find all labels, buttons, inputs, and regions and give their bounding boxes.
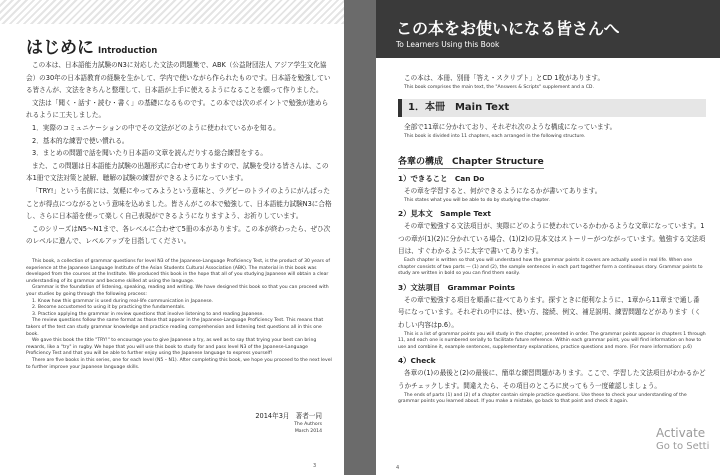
jp-paragraph: また、この問題は日本語能力試験の出題形式に合わせてありますので、試験を受ける皆さんは、この本1冊で文法対策と読解、聴解の試験の練習ができるようになっています。 [26, 161, 329, 183]
structure-item-check [398, 355, 706, 405]
sign-authors-en: The Authors [294, 422, 322, 427]
watermark-line2: Go to Setti [656, 441, 710, 452]
item-en: The ends of parts (1) and (2) of a chapter contain simple practice questions. Use these to check your understanding of the grammar points you learned about. If you make a mistake, go back to that point and check it again. [398, 392, 687, 405]
section-description [398, 121, 706, 140]
item-jp: その章を学習すると、何ができるようになるかが書いてあります。 [404, 187, 602, 195]
item-en: Each chapter is written so that you will understand how the grammar points it covers are actually used in real life. When one chapter consists of two parts — (1) and (2), the sample sentences in each part together form a continuous story. Grammar points to study are written in bold so you can find them easily. [398, 257, 703, 277]
watermark-line1: Activate [656, 426, 706, 440]
jp-list-item: 1．実際のコミュニケーションの中でその文法がどのように使われているかを知る。 [32, 123, 280, 132]
intro-jp: この本は、本冊、別冊「答え・スクリプト」とCD 1枚があります。 [404, 74, 605, 82]
sign-date: 2014年3月 [255, 412, 290, 420]
item-en: This states what you will be able to do by studying the chapter. [404, 197, 550, 203]
chapter-structure [398, 149, 706, 406]
intro-jp-text [26, 59, 332, 248]
author-signature [255, 411, 322, 435]
title-banner [376, 0, 720, 58]
item-title: 1）できること Can Do [398, 174, 485, 183]
en-list-item: 2. Become accustomed to using it by practicing the fundamentals. [32, 305, 186, 311]
jp-paragraph: 文法は「聞く・話す・読む・書く」の基礎になるものです。この本では次のポイントで勉強が進められるように工夫しました。 [26, 98, 329, 120]
heading-jp: はじめに [26, 38, 94, 58]
item-title: 4）Check [398, 356, 436, 366]
page-number: 3 [313, 463, 317, 469]
jp-list-item: 2．基本的な練習で使い慣れる。 [32, 136, 129, 145]
structure-item-sample-text [398, 208, 706, 278]
item-title: 2）見本文 Sample Text [398, 209, 491, 219]
en-paragraph: This book, a collection of grammar questions for level N3 of the Japanese-Language Proficiency Test, is the product of 30 years of experience at the Japanese Language Institute of the Asian Students Cultural Association (ABK). The material in this book was developed from the courses at the Institute. We produced this book in the hope that all of you studying Japanese will obtain a clear understanding of its grammar and become skilled at using the language. [26, 259, 330, 284]
sign-date-en: March 2014 [294, 428, 322, 434]
en-list-item: 3. Practice applying the grammar in review questions that involve listening to and reading Japanese. [32, 311, 264, 317]
en-paragraph: The review questions follow the same format as those that appear in the Japanese-Language Proficiency Test. This means that takers of the test can study grammar knowledge and practice reading comprehension and listening test questions all in this one book. [26, 318, 324, 337]
jp-paragraph: 「TRY!」という名前には、気軽にやってみようという意味と、ラグビーのトライのようにがんばったことが得点につながるという意味を込めました。皆さんがこの本で勉強して、日本語能力試験N3に合格し、さらに日本語を使って楽しく自己表現ができるようになりますよう、お祈りしています。 [26, 186, 332, 221]
structure-item-grammar-points [398, 282, 706, 352]
intro-en: This book comprises the main text, the "Answers & Scripts" supplement and a CD. [404, 84, 594, 90]
en-list-item: 1. Know how this grammar is used during real-life communication in Japanese. [32, 298, 213, 304]
item-jp: その章で勉強する項目を順番に並べてあります。探すときに便利なように、1章から11章まで通し番号になっています。それぞれの中には、使い方、接続、例文、補足説明、練習問題などがあります（くわしい内容はp.6）。 [398, 295, 701, 329]
page-number: 4 [396, 465, 400, 471]
item-title: 3）文法項目 Grammar Points [398, 282, 516, 292]
heading-en: Introduction [98, 46, 158, 56]
jp-list-item: 3．まとめの問題で話を聞いたり日本語の文章を読んだりする総合練習をする。 [32, 149, 267, 158]
sign-authors-jp: 著者一同 [295, 412, 322, 420]
activate-windows-watermark [656, 426, 709, 454]
section-en: This book is divided into 11 chapters, each arranged in the following structure. [404, 133, 586, 139]
intro-block [398, 72, 706, 91]
chapter-structure-heading: 各章の構成 Chapter Structure [398, 157, 544, 167]
item-jp: その章で勉強する文法項目が、実際にどのように使われているかわかるような文章になっています。1つの章が(1)(2)に分かれている場合、(1)(2)の見本文はストーリーがつながっています。勉強する文法項目は、すぐわかるように太字で書いてあります。 [398, 222, 706, 256]
en-paragraph: There are five books in this series, one for each level (N5 – N1). After completing this book, we hope you proceed to the next level to further improve your Japanese language skills. [26, 357, 332, 370]
section-heading-main-text: 1．本冊 Main Text [398, 99, 706, 117]
item-jp: 各章の(1)の最後と(2)の最後に、簡単な練習問題があります。ここで、学習した文法項目がわかるかどうかチェックします。間違えたら、その項目のところに戻ってもう一度確認しましょう。 [398, 369, 706, 390]
banner-title: この本をお使いになる皆さんへ [396, 19, 620, 38]
item-en: This is a list of grammar points you will study in the chapter, presented in order. The grammar points appear in chapters 1 through 11, and each one is numbered serially to facilitate future reference. Within each grammar point, you will find information on how to use and combine it, example sentences, supplementary explanations, practice questions and more. (For more information: p.6) [398, 331, 706, 350]
right-page [376, 0, 720, 475]
introduction-heading [26, 38, 157, 61]
decorative-hatch-band [0, 0, 344, 24]
banner-subtitle: To Learners Using this Book [396, 40, 500, 49]
structure-item-can-do [398, 173, 706, 204]
section-jp: 全部で11章に分かれており、それぞれ次のような構成になっています。 [404, 123, 617, 131]
jp-paragraph: このシリーズはN5〜N1まで、各レベルに合わせて5冊の本があります。この本が終わったら、ぜひ次のレベルに進んで、レベルアップを目指してください。 [26, 224, 331, 246]
en-paragraph: Grammar is the foundation of listening, speaking, reading and writing. We have designed this book so that you can proceed with your studies by going through the following process: [26, 285, 329, 297]
left-page [0, 0, 344, 475]
intro-en-text [26, 259, 332, 371]
jp-paragraph: この本は、日本語能力試験のN3に対応した文法の問題集で、ABK（公益財団法人 アジア学生文化協会）の30年の日本語教育の経験を生かして、学内で使いながら作られたものです。日本語を勉強している皆さんが、文法をきちんと整理して、日本語が上手に使えるようになることを願って作りました。 [26, 61, 331, 95]
en-paragraph: We gave this book the title "TRY!" to encourage you to give Japanese a try, as well as to say that trying your best can bring rewards, like a "try" in rugby. We hope that you will use this book to study for and pass level N3 of the Japanese-Language Proficiency Test and that you will be able to further enjoy using the Japanese language to express yourself! [26, 338, 317, 357]
